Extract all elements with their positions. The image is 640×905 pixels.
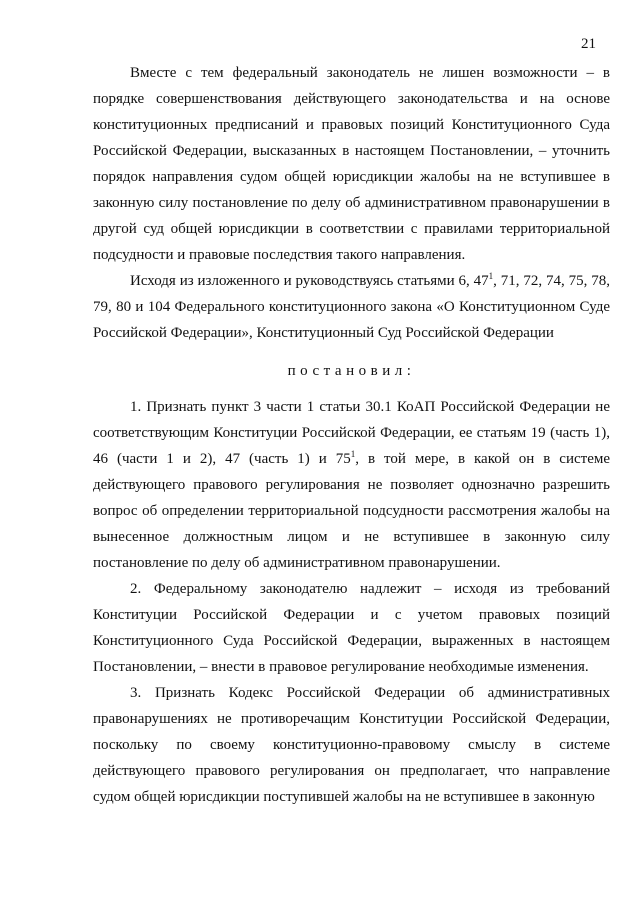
paragraph-legal-basis — [93, 268, 610, 346]
document-body — [93, 60, 610, 810]
legal-basis-text-start: Исходя из изложенного и руководствуясь статьями 6, 47 — [130, 273, 489, 289]
superscript-index: 1 — [488, 271, 494, 281]
page-number: 21 — [581, 36, 596, 52]
paragraph-legislator-possibility: Вместе с тем федеральный законодатель не лишен возможности – в порядке совершенствования действующего законодательства и на основе конституционных предписаний и правовых позиций Конституционного Суда Российской Федерации, высказанных в настоящем Постановлении, – уточнить порядок направления судом общей юрисдикции жалобы на не вступившее в законную силу постановление по делу об административном правонарушении в другой суд общей юрисдикции в соответствии с правилами территориальной подсудности и правовые последствия такого направления. — [93, 65, 610, 263]
decision-item-1 — [93, 394, 610, 576]
item-1-text-start: 1. Признать пункт 3 части 1 статьи 30.1 КоАП Российской Федерации не соответствующим Конституции Российской Федерации, ее статьям 19 (часть 1), 46 (части 1 и 2), 47 (часть 1) и 75 — [93, 399, 610, 467]
decision-item-3: 3. Признать Кодекс Российской Федерации об административных правонарушениях не противоречащим Конституции Российской Федерации, поскольку по своему конституционно-правовому смыслу в системе действующего правового регулирования он предполагает, что направление судом общей юрисдикции поступившей жалобы на не вступившее в законную — [93, 685, 610, 805]
decree-heading: постановил: — [287, 363, 416, 379]
superscript-index: 1 — [350, 449, 356, 459]
item-1-text-end: , в той мере, в какой он в системе действующего правового регулирования не позволяет однозначно разрешить вопрос об определении территориальной подсудности рассмотрения жалобы на вынесенное должностным лицом и не вступившее в законную силу постановление по делу об административном правонарушении. — [93, 451, 611, 571]
legal-basis-text-end: , 71, 72, 74, 75, 78, 79, 80 и 104 Федерального конституционного закона «О Конституционном Суде Российской Федерации», Конституционный Суд Российской Федерации — [93, 273, 610, 341]
decision-item-2: 2. Федеральному законодателю надлежит – исходя из требований Конституции Российской Федерации и с учетом правовых позиций Конституционного Суда Российской Федерации, выраженных в настоящем Постановлении, – внести в правовое регулирование необходимые изменения. — [93, 581, 610, 675]
